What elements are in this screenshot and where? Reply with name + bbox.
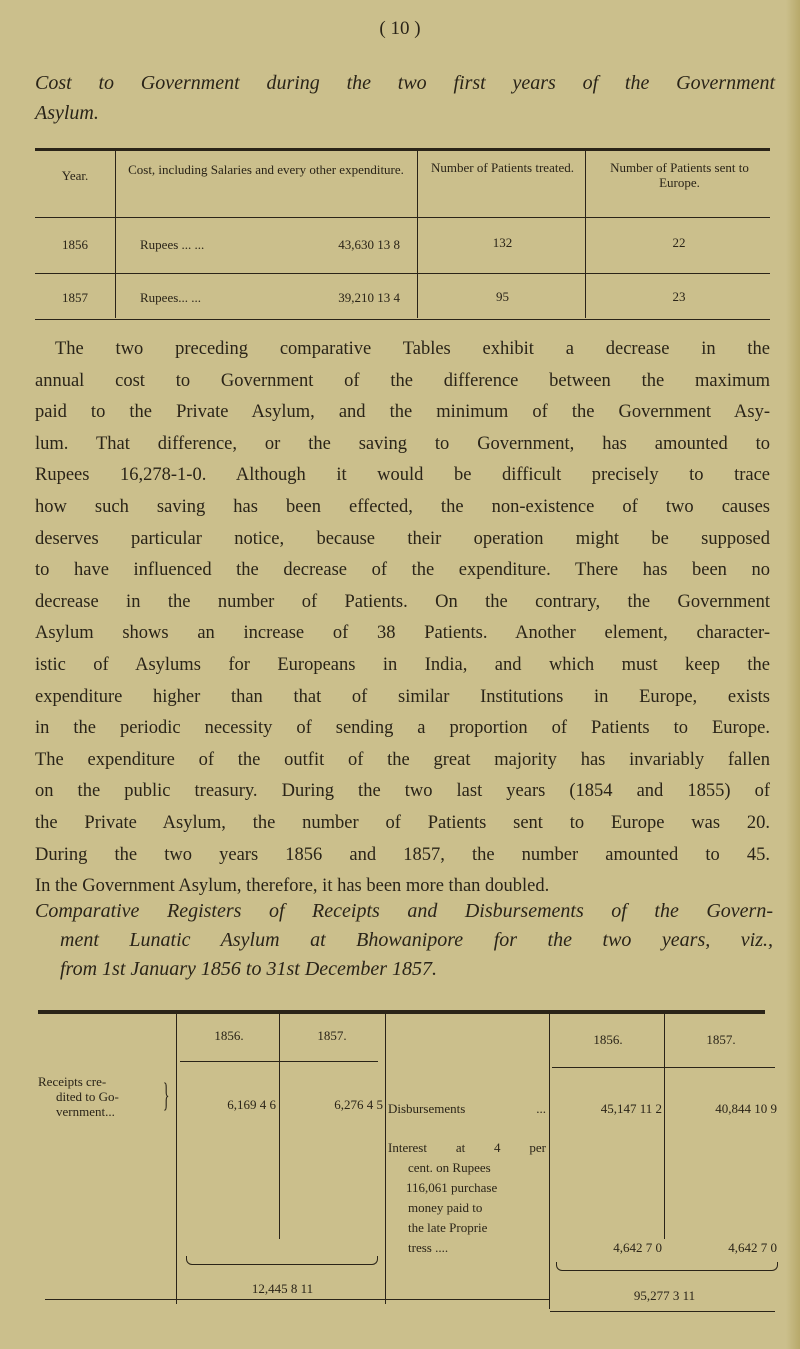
paragraph-line: the Private Asylum, the number of Patients sent to Europe was 20. — [35, 812, 770, 833]
cost-label-cell: Rupees... ... — [140, 290, 202, 305]
interest-line: 116,061 purchase — [406, 1180, 498, 1195]
divider — [417, 150, 418, 318]
brace-icon: } — [162, 1077, 170, 1114]
year-cell: 1857 — [62, 290, 88, 305]
receipts-total-brace — [186, 1256, 378, 1265]
divider — [115, 150, 116, 318]
receipts-1857-value: 6,276 4 5 — [334, 1097, 383, 1112]
body-paragraph — [35, 334, 770, 903]
disbursements-label: Disbursements ... — [388, 1101, 546, 1116]
section1-title-line-1: Cost to Government during the two first years of the Government — [35, 72, 775, 94]
section1-title-line-2: Asylum. — [35, 102, 99, 124]
paragraph-line: annual cost to Government of the difference between the maximum — [35, 370, 770, 391]
paragraph-line: on the public treasury. During the two last years (1854 and 1855) of — [35, 781, 770, 802]
interest-description — [388, 1138, 546, 1258]
divider — [549, 1014, 550, 1309]
cost-cell: 43,630 13 8 — [338, 237, 400, 252]
paragraph-line: Asylum shows an increase of 38 Patients. Another element, character- — [35, 623, 770, 644]
table-bottom-rule — [45, 1299, 550, 1300]
divider — [585, 150, 586, 318]
cost-cell: 39,210 13 4 — [338, 290, 400, 305]
divider — [176, 1014, 177, 1304]
paragraph-line: paid to the Private Asylum, and the minimum of the Government Asy- — [35, 402, 770, 423]
receipts-1856-value: 6,169 4 6 — [227, 1097, 276, 1112]
header-sent: Number of Patients sent to Europe. — [610, 160, 749, 190]
label-line: dited to Go- — [56, 1089, 119, 1104]
row-rule — [35, 273, 770, 274]
receipts-total: 12,445 8 11 — [251, 1281, 314, 1296]
disbursements-1856-value: 45,147 11 2 — [600, 1101, 662, 1116]
interest-line: cent. on Rupees — [408, 1160, 491, 1175]
disbursements-1857-value: 40,844 10 9 — [715, 1101, 777, 1116]
paragraph-line: expenditure higher than that of similar Institutions in Europe, exists — [35, 686, 770, 707]
paragraph-line: decrease in the number of Patients. On the contrary, the Government — [35, 591, 770, 612]
paragraph-line: The expenditure of the outfit of the great majority has invariably fallen — [35, 749, 770, 770]
receipts-year-1857: 1857. — [317, 1028, 347, 1043]
treated-cell: 95 — [496, 289, 509, 304]
paragraph-line: deserves particular notice, because their operation might be supposed — [35, 528, 770, 549]
interest-1857-value: 4,642 7 0 — [728, 1240, 777, 1255]
divider — [664, 1014, 665, 1239]
disbursements-year-1857: 1857. — [706, 1032, 736, 1047]
page-number: ( 10 ) — [379, 18, 421, 39]
cost-label-cell: Rupees ... ... — [140, 237, 205, 252]
section2-title-line-1: Comparative Registers of Receipts and Disbursements of the Govern- — [35, 900, 773, 922]
table-bottom-rule — [35, 319, 770, 320]
paragraph-line: lum. That difference, or the saving to Government, has amounted to — [35, 433, 770, 454]
paragraph-line: Rupees 16,278-1-0. Although it would be difficult precisely to trace — [35, 465, 770, 486]
treated-cell: 132 — [492, 235, 513, 250]
interest-1856-value: 4,642 7 0 — [613, 1240, 662, 1255]
disbursements-total-brace — [556, 1262, 778, 1271]
interest-line: tress .... — [408, 1240, 449, 1255]
table-top-rule — [35, 148, 770, 151]
header-cost: Cost, including Salaries and every other expenditure. — [128, 162, 404, 177]
table-top-rule — [38, 1010, 765, 1014]
sent-cell: 22 — [672, 235, 686, 250]
paragraph-line: in the periodic necessity of sending a proportion of Patients to Europe. — [35, 718, 770, 739]
section2-title-line-3: from 1st January 1856 to 31st December 1857. — [60, 958, 437, 980]
row-rule — [35, 217, 770, 218]
section2-title-line-2: ment Lunatic Asylum at Bhowanipore for the two years, viz., — [60, 929, 773, 951]
year-cell: 1856 — [62, 237, 88, 252]
header-treated: Number of Patients treated. — [431, 160, 574, 175]
disbursements-year-1856: 1856. — [593, 1032, 623, 1047]
label-line: Receipts cre- — [38, 1074, 107, 1089]
receipts-year-1856: 1856. — [214, 1028, 244, 1043]
receipts-label — [38, 1074, 163, 1119]
label-line: vernment... — [56, 1104, 115, 1119]
divider — [279, 1014, 280, 1239]
disbursements-total: 95,277 3 11 — [633, 1288, 696, 1303]
page-edge — [786, 0, 800, 1349]
paragraph-line: In the Government Asylum, therefore, it has been more than doubled. — [35, 876, 550, 897]
table-bottom-rule — [550, 1311, 775, 1312]
row-rule — [552, 1067, 775, 1068]
paragraph-line: how such saving has been effected, the non-existence of two causes — [35, 496, 770, 517]
interest-line: Interest at 4 per — [388, 1140, 546, 1155]
header-year: Year. — [61, 168, 89, 183]
paragraph-line: istic of Asylums for Europeans in India, and which must keep the — [35, 654, 770, 675]
divider — [385, 1014, 386, 1304]
interest-line: money paid to — [408, 1200, 483, 1215]
paragraph-line: During the two years 1856 and 1857, the number amounted to 45. — [35, 844, 770, 865]
sent-cell: 23 — [672, 289, 686, 304]
paragraph-line: The two preceding comparative Tables exhibit a decrease in the — [55, 339, 770, 359]
row-rule — [180, 1061, 378, 1062]
paragraph-line: to have influenced the decrease of the expenditure. There has been no — [35, 560, 770, 581]
interest-line: the late Proprie — [408, 1220, 488, 1235]
